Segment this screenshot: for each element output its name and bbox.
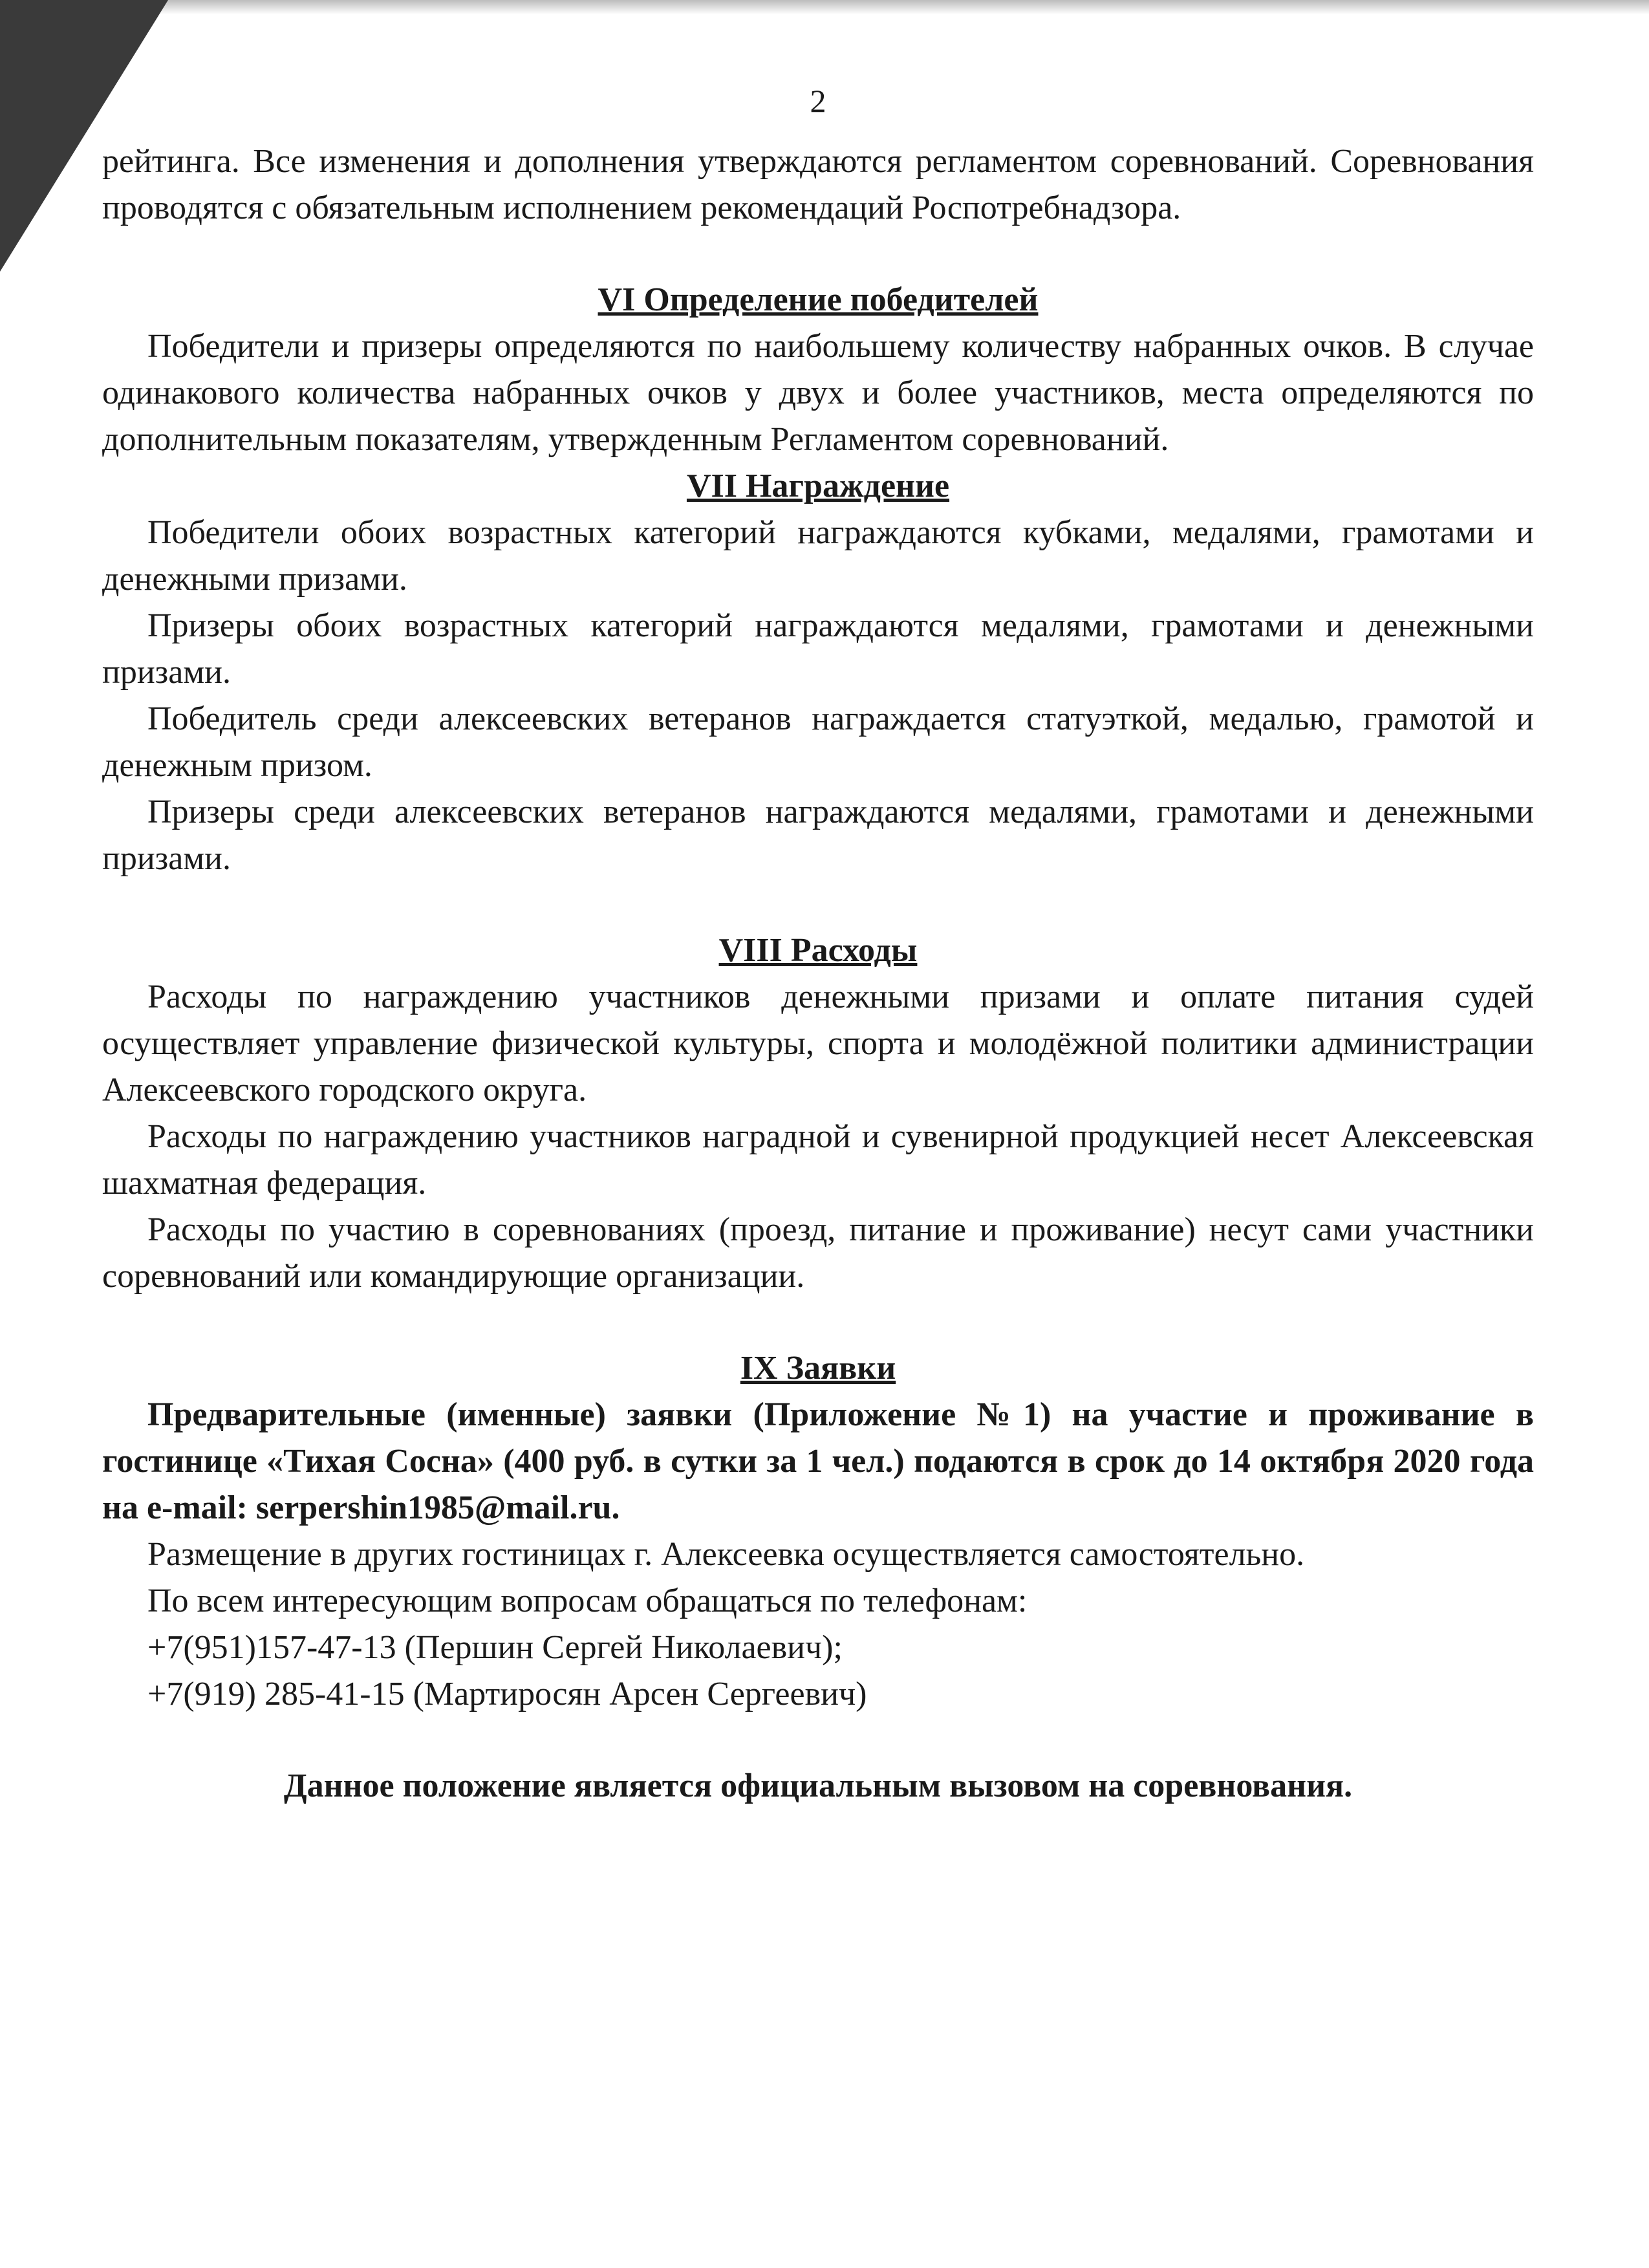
section-7-paragraph: Победитель среди алексеевских ветеранов награждается статуэткой, медалью, грамотой и денежным призом. bbox=[102, 700, 1534, 784]
section-9-bold-paragraph: Предварительные (именные) заявки (Приложение №1) на участие и проживание в гостинице «Тихая Сосна» (400 руб. в сутки за 1 чел.) подаются в срок до 14 октября 2020 года на e-mail: serpershin1985@mail.ru. bbox=[102, 1396, 1534, 1526]
intro-paragraph: рейтинга. Все изменения и дополнения утверждаются регламентом соревнований. Соревнования проводятся с обязательным исполнением рекомендаций Роспотребнадзора. bbox=[102, 143, 1534, 226]
contact-phone-1: +7(951)157-47-13 (Першин Сергей Николаевич); bbox=[147, 1629, 843, 1666]
scan-top-edge bbox=[0, 0, 1649, 14]
section-9-title: IX Заявки bbox=[740, 1350, 896, 1387]
spacer bbox=[102, 882, 1534, 927]
section-9-line: Размещение в других гостиницах г. Алексеевка осуществляется самостоятельно. bbox=[147, 1536, 1305, 1573]
spacer bbox=[102, 232, 1534, 277]
section-8-paragraph: Расходы по участию в соревнованиях (проезд, питание и проживание) несут сами участники соревнований или командирующие организации. bbox=[102, 1211, 1534, 1295]
spacer bbox=[102, 1300, 1534, 1345]
contact-phone-2: +7(919) 285-41-15 (Мартиросян Арсен Сергеевич) bbox=[147, 1676, 867, 1712]
section-7-paragraph: Призеры обоих возрастных категорий награждаются медалями, грамотами и денежными призами. bbox=[102, 607, 1534, 691]
section-7-paragraph: Призеры среди алексеевских ветеранов награждаются медалями, грамотами и денежными призами. bbox=[102, 794, 1534, 877]
section-9-line: По всем интересующим вопросам обращаться по телефонам: bbox=[147, 1582, 1028, 1619]
section-8-title: VIII Расходы bbox=[718, 932, 918, 969]
document-page bbox=[102, 78, 1534, 1809]
section-7-title: VII Награждение bbox=[686, 468, 950, 504]
section-8-paragraph: Расходы по награждению участников наградной и сувенирной продукцией несет Алексеевская шахматная федерация. bbox=[102, 1118, 1534, 1202]
closing-statement: Данное положение является официальным вызовом на соревнования. bbox=[283, 1767, 1353, 1804]
spacer bbox=[102, 1718, 1534, 1763]
page-number: 2 bbox=[810, 83, 826, 119]
section-6-paragraph: Победители и призеры определяются по наибольшему количеству набранных очков. В случае одинакового количества набранных очков у двух и более участников, места определяются по дополнительным показателям, утвержденным Регламентом соревнований. bbox=[102, 328, 1534, 458]
section-6-title: VI Определение победителей bbox=[598, 281, 1039, 318]
section-8-paragraph: Расходы по награждению участников денежными призами и оплате питания судей осуществляет управление физической культуры, спорта и молодёжной политики администрации Алексеевского городского округа. bbox=[102, 978, 1534, 1108]
section-7-paragraph: Победители обоих возрастных категорий награждаются кубками, медалями, грамотами и денежными призами. bbox=[102, 514, 1534, 598]
